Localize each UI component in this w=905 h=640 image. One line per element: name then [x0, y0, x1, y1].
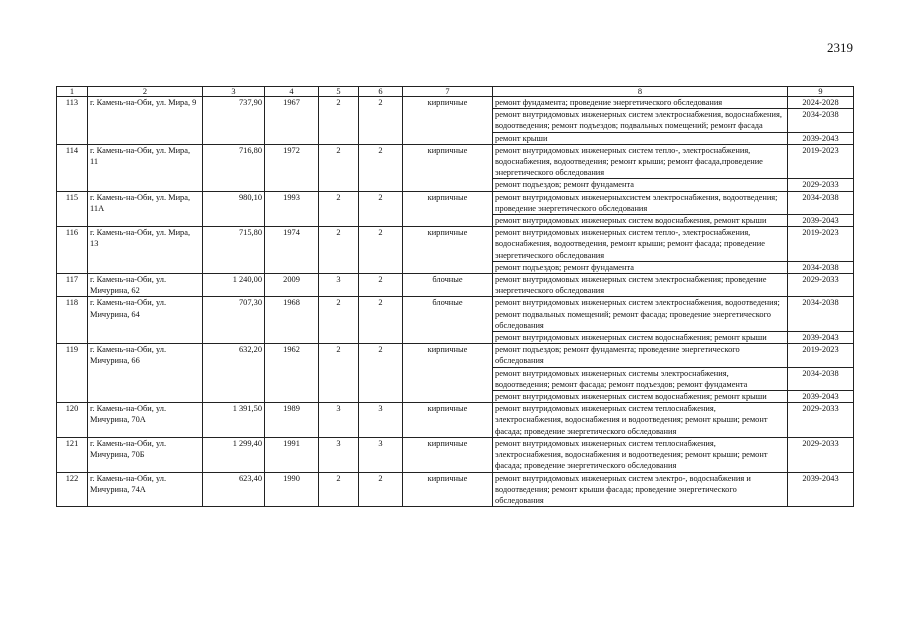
repair-works: ремонт внутридомовых инженерныхсистем электроснабжения, водоотведения; проведение энергетического обследования	[493, 191, 788, 214]
repair-works: ремонт фундамента; проведение энергетического обследования	[493, 97, 788, 109]
house-number: 121	[57, 437, 88, 472]
house-address: г. Камень-на-Оби, ул. Мичурина, 62	[88, 274, 203, 297]
col-header: 6	[359, 87, 403, 97]
repair-period: 2034-2038	[788, 297, 854, 332]
house-address: г. Камень-на-Оби, ул. Мичурина, 70Б	[88, 437, 203, 472]
house-entrances: 2	[359, 274, 403, 297]
repair-works: ремонт подъездов; ремонт фундамента	[493, 261, 788, 273]
house-area: 1 299,40	[203, 437, 265, 472]
house-number: 115	[57, 191, 88, 227]
house-number: 120	[57, 403, 88, 438]
house-year: 1962	[265, 344, 319, 403]
repair-works: ремонт внутридомовых инженерных систем электроснабжения, водоснабжения, водоотведения; ремонт подъездов; подвальных помещений; ремонт фасада	[493, 109, 788, 132]
house-number: 113	[57, 97, 88, 145]
column-number-row	[57, 87, 854, 97]
repair-period: 2019-2023	[788, 144, 854, 179]
wall-material: кирпичные	[403, 344, 493, 403]
repair-works: ремонт крыши	[493, 132, 788, 144]
table-row	[57, 297, 854, 332]
house-address: г. Камень-на-Оби, ул. Мира, 9	[88, 97, 203, 145]
col-header: 7	[403, 87, 493, 97]
repair-period: 2019-2023	[788, 344, 854, 367]
wall-material: кирпичные	[403, 403, 493, 438]
house-address: г. Камень-на-Оби, ул. Мичурина, 66	[88, 344, 203, 403]
house-number: 116	[57, 227, 88, 274]
house-number: 118	[57, 297, 88, 344]
house-year: 1990	[265, 472, 319, 507]
repair-period: 2039-2043	[788, 472, 854, 507]
house-floors: 3	[319, 437, 359, 472]
table-row	[57, 274, 854, 297]
wall-material: кирпичные	[403, 227, 493, 274]
house-year: 1968	[265, 297, 319, 344]
wall-material: кирпичные	[403, 472, 493, 507]
repair-works: ремонт внутридомовых инженерных систем тепло-, электроснабжения, водоснабжения, водоотведения; ремонт крыши; ремонт фасада,проведение энергетического обследования	[493, 144, 788, 179]
house-area: 623,40	[203, 472, 265, 507]
house-address: г. Камень-на-Оби, ул. Мира, 11А	[88, 191, 203, 227]
house-area: 1 391,50	[203, 403, 265, 438]
house-entrances: 3	[359, 437, 403, 472]
house-entrances: 2	[359, 227, 403, 274]
wall-material: кирпичные	[403, 191, 493, 227]
house-area: 716,80	[203, 144, 265, 191]
repair-period: 2024-2028	[788, 97, 854, 109]
house-entrances: 2	[359, 97, 403, 145]
house-year: 1967	[265, 97, 319, 145]
house-floors: 2	[319, 472, 359, 507]
col-header: 4	[265, 87, 319, 97]
repair-period: 2034-2038	[788, 367, 854, 390]
repair-works: ремонт внутридомовых инженерных систем теплоснабжения, электроснабжения, водоснабжения и водоотведения; ремонт крыши; ремонт фасада; проведение энергетического обследования	[493, 403, 788, 438]
table-row	[57, 403, 854, 438]
house-entrances: 2	[359, 344, 403, 403]
table-row	[57, 437, 854, 472]
repair-period: 2039-2043	[788, 215, 854, 227]
repair-period: 2034-2038	[788, 261, 854, 273]
house-address: г. Камень-на-Оби, ул. Мира, 13	[88, 227, 203, 274]
col-header: 1	[57, 87, 88, 97]
house-floors: 3	[319, 274, 359, 297]
house-year: 1974	[265, 227, 319, 274]
house-year: 1989	[265, 403, 319, 438]
house-number: 122	[57, 472, 88, 507]
table-body	[57, 97, 854, 507]
wall-material: кирпичные	[403, 144, 493, 191]
house-year: 2009	[265, 274, 319, 297]
col-header: 3	[203, 87, 265, 97]
house-floors: 2	[319, 97, 359, 145]
house-number: 117	[57, 274, 88, 297]
repair-works: ремонт внутридомовых инженерных систем водоснабжения; ремонт крыши	[493, 332, 788, 344]
repair-period: 2039-2043	[788, 132, 854, 144]
repair-works: ремонт подъездов; ремонт фундамента	[493, 179, 788, 191]
repair-period: 2034-2038	[788, 109, 854, 132]
house-area: 980,10	[203, 191, 265, 227]
wall-material: блочные	[403, 274, 493, 297]
house-floors: 2	[319, 191, 359, 227]
house-year: 1993	[265, 191, 319, 227]
house-area: 632,20	[203, 344, 265, 403]
repair-period: 2039-2043	[788, 391, 854, 403]
wall-material: блочные	[403, 297, 493, 344]
repair-works: ремонт внутридомовых инженерных систем теплоснабжения, электроснабжения, водоснабжения и водоотведения; ремонт крыши; ремонт фасада; проведение энергетического обследования	[493, 437, 788, 472]
house-floors: 2	[319, 344, 359, 403]
house-entrances: 2	[359, 191, 403, 227]
col-header: 8	[493, 87, 788, 97]
house-floors: 2	[319, 144, 359, 191]
repair-works: ремонт внутридомовых инженерных систем электро-, водоснабжения и водоотведения; ремонт крыши фасада; проведение энергетического обследования	[493, 472, 788, 507]
house-floors: 2	[319, 297, 359, 344]
house-year: 1972	[265, 144, 319, 191]
repair-works: ремонт внутридомовых инженерных систем водоснабжения; ремонт крыши	[493, 391, 788, 403]
table-row	[57, 191, 854, 214]
house-address: г. Камень-на-Оби, ул. Мичурина, 74А	[88, 472, 203, 507]
house-floors: 2	[319, 227, 359, 274]
table-row	[57, 97, 854, 109]
repair-works: ремонт внутридомовых инженерных систем электроснабжения, водоотведения; ремонт подвальных помещений; ремонт фасада; проведение энергетического обследования	[493, 297, 788, 332]
repair-period: 2034-2038	[788, 191, 854, 214]
housing-repair-table	[56, 86, 854, 507]
col-header: 9	[788, 87, 854, 97]
col-header: 2	[88, 87, 203, 97]
wall-material: кирпичные	[403, 97, 493, 145]
house-number: 119	[57, 344, 88, 403]
house-year: 1991	[265, 437, 319, 472]
repair-works: ремонт внутридомовых инженерных систем тепло-, электроснабжения, водоснабжения, водоотведения, ремонт крыши; ремонт фасада; проведение энергетического обследования	[493, 227, 788, 262]
repair-works: ремонт внутридомовых инженерных систем водоснабжения, ремонт крыши	[493, 215, 788, 227]
house-entrances: 2	[359, 144, 403, 191]
page-number: 2319	[827, 40, 853, 55]
house-entrances: 2	[359, 472, 403, 507]
table-row	[57, 144, 854, 179]
house-area: 707,30	[203, 297, 265, 344]
repair-period: 2039-2043	[788, 332, 854, 344]
repair-works: ремонт внутридомовых инженерных систем электроснабжения; проведение энергетического обследования	[493, 274, 788, 297]
repair-period: 2029-2033	[788, 403, 854, 438]
repair-period: 2029-2033	[788, 179, 854, 191]
wall-material: кирпичные	[403, 437, 493, 472]
house-number: 114	[57, 144, 88, 191]
house-address: г. Камень-на-Оби, ул. Мичурина, 70А	[88, 403, 203, 438]
repair-period: 2019-2023	[788, 227, 854, 262]
table-row	[57, 344, 854, 367]
house-entrances: 2	[359, 297, 403, 344]
table-row	[57, 472, 854, 507]
house-address: г. Камень-на-Оби, ул. Мира, 11	[88, 144, 203, 191]
house-address: г. Камень-на-Оби, ул. Мичурина, 64	[88, 297, 203, 344]
house-area: 1 240,00	[203, 274, 265, 297]
house-area: 715,80	[203, 227, 265, 274]
repair-works: ремонт подъездов; ремонт фундамента; проведение энергетического обследования	[493, 344, 788, 367]
repair-works: ремонт внутридомовых инженерных системы электроснабжения, водоотведения; ремонт фасада; ремонт подъездов; ремонт фундамента	[493, 367, 788, 390]
table-row	[57, 227, 854, 262]
col-header: 5	[319, 87, 359, 97]
repair-period: 2029-2033	[788, 274, 854, 297]
repair-period: 2029-2033	[788, 437, 854, 472]
house-entrances: 3	[359, 403, 403, 438]
house-floors: 3	[319, 403, 359, 438]
house-area: 737,90	[203, 97, 265, 145]
